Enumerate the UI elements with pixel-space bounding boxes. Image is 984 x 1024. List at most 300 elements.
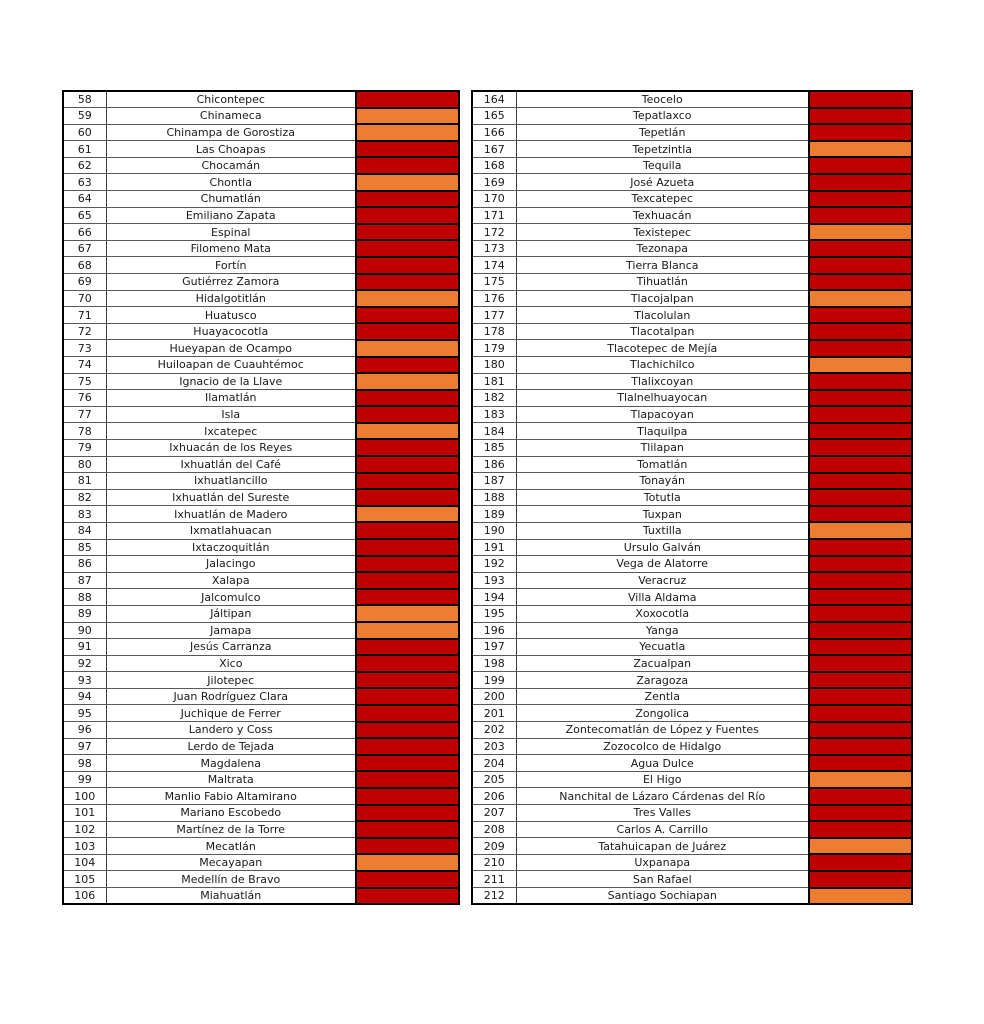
municipality-name: Carlos A. Carrillo: [516, 821, 809, 838]
row-number: 191: [472, 539, 516, 556]
status-color-cell: [809, 622, 912, 639]
municipality-name: Xoxocotla: [516, 605, 809, 622]
municipality-name: Magdalena: [106, 755, 356, 772]
row-number: 179: [472, 340, 516, 357]
municipality-name: Tlacolulan: [516, 307, 809, 324]
municipality-name: Tlapacoyan: [516, 406, 809, 423]
municipality-name: Tomatlán: [516, 456, 809, 473]
municipality-name: Mariano Escobedo: [106, 805, 356, 822]
municipality-name: Jalacingo: [106, 556, 356, 573]
table-row: [63, 805, 459, 822]
municipality-name: Tlacojalpan: [516, 290, 809, 307]
table-row: [63, 373, 459, 390]
row-number: 182: [472, 390, 516, 407]
table-row: [63, 390, 459, 407]
status-color-cell: [356, 489, 459, 506]
row-number: 98: [63, 755, 106, 772]
status-color-cell: [356, 771, 459, 788]
municipality-name: Ixhuacán de los Reyes: [106, 439, 356, 456]
table-row: [63, 257, 459, 274]
table-row: [472, 755, 912, 772]
row-number: 194: [472, 589, 516, 606]
status-color-cell: [356, 124, 459, 141]
status-color-cell: [356, 307, 459, 324]
status-color-cell: [356, 357, 459, 374]
table-row: [63, 439, 459, 456]
table-row: [472, 307, 912, 324]
status-color-cell: [356, 108, 459, 125]
table-row: [472, 257, 912, 274]
status-color-cell: [809, 157, 912, 174]
municipality-name: Landero y Coss: [106, 722, 356, 739]
municipality-name: Yecuatla: [516, 639, 809, 656]
municipality-name: Tlacotepec de Mejía: [516, 340, 809, 357]
municipality-name: Tonayán: [516, 473, 809, 490]
municipality-name: Ixhuatlán del Sureste: [106, 489, 356, 506]
row-number: 177: [472, 307, 516, 324]
row-number: 209: [472, 838, 516, 855]
table-row: [472, 157, 912, 174]
row-number: 168: [472, 157, 516, 174]
status-color-cell: [356, 788, 459, 805]
status-color-cell: [356, 722, 459, 739]
table-row: [472, 191, 912, 208]
row-number: 62: [63, 157, 106, 174]
municipality-name: Tres Valles: [516, 805, 809, 822]
table-row: [63, 705, 459, 722]
status-color-cell: [809, 805, 912, 822]
row-number: 70: [63, 290, 106, 307]
row-number: 77: [63, 406, 106, 423]
table-row: [472, 423, 912, 440]
row-number: 183: [472, 406, 516, 423]
table-row: [472, 655, 912, 672]
row-number: 71: [63, 307, 106, 324]
municipality-name: Jáltipan: [106, 605, 356, 622]
municipality-name: Chocamán: [106, 157, 356, 174]
row-number: 193: [472, 572, 516, 589]
status-color-cell: [809, 556, 912, 573]
table-row: [472, 340, 912, 357]
row-number: 187: [472, 473, 516, 490]
row-number: 203: [472, 738, 516, 755]
row-number: 79: [63, 439, 106, 456]
table-row: [472, 390, 912, 407]
row-number: 175: [472, 274, 516, 291]
row-number: 185: [472, 439, 516, 456]
municipality-name: Ixhuatlancillo: [106, 473, 356, 490]
municipality-name: Las Choapas: [106, 141, 356, 158]
municipality-name: Juchique de Ferrer: [106, 705, 356, 722]
status-color-cell: [809, 224, 912, 241]
row-number: 89: [63, 605, 106, 622]
municipality-table-right: [471, 90, 913, 905]
row-number: 211: [472, 871, 516, 888]
row-number: 87: [63, 572, 106, 589]
municipality-name: Tatahuicapan de Juárez: [516, 838, 809, 855]
row-number: 82: [63, 489, 106, 506]
status-color-cell: [356, 871, 459, 888]
municipality-name: Hidalgotitlán: [106, 290, 356, 307]
municipality-name: Ixhuatlán del Café: [106, 456, 356, 473]
table-row: [63, 672, 459, 689]
table-row: [472, 91, 912, 108]
municipality-name: Tezonapa: [516, 240, 809, 257]
municipality-name: Fortín: [106, 257, 356, 274]
row-number: 171: [472, 207, 516, 224]
row-number: 68: [63, 257, 106, 274]
table-row: [472, 639, 912, 656]
table-row: [63, 688, 459, 705]
row-number: 76: [63, 390, 106, 407]
table-row: [63, 738, 459, 755]
row-number: 72: [63, 323, 106, 340]
row-number: 176: [472, 290, 516, 307]
status-color-cell: [356, 688, 459, 705]
row-number: 85: [63, 539, 106, 556]
status-color-cell: [356, 622, 459, 639]
municipality-name: Tierra Blanca: [516, 257, 809, 274]
table-row: [63, 224, 459, 241]
municipality-name: Zongolica: [516, 705, 809, 722]
table-row: [63, 124, 459, 141]
status-color-cell: [356, 639, 459, 656]
municipality-name: Ixcatepec: [106, 423, 356, 440]
status-color-cell: [809, 506, 912, 523]
status-color-cell: [809, 655, 912, 672]
table-row: [472, 805, 912, 822]
row-number: 195: [472, 605, 516, 622]
table-row: [472, 888, 912, 905]
table-row: [63, 207, 459, 224]
table-row: [472, 506, 912, 523]
status-color-cell: [809, 672, 912, 689]
status-color-cell: [809, 290, 912, 307]
municipality-name: Filomeno Mata: [106, 240, 356, 257]
status-color-cell: [809, 473, 912, 490]
municipality-name: Ixtaczoquitlán: [106, 539, 356, 556]
municipality-name: Texistepec: [516, 224, 809, 241]
table-row: [63, 854, 459, 871]
municipality-name: Huatusco: [106, 307, 356, 324]
row-number: 94: [63, 688, 106, 705]
municipality-name: Zaragoza: [516, 672, 809, 689]
status-color-cell: [809, 191, 912, 208]
row-number: 166: [472, 124, 516, 141]
status-color-cell: [356, 340, 459, 357]
row-number: 184: [472, 423, 516, 440]
status-color-cell: [809, 838, 912, 855]
municipality-name: Jalcomulco: [106, 589, 356, 606]
table-row: [63, 323, 459, 340]
row-number: 100: [63, 788, 106, 805]
table-row: [472, 788, 912, 805]
municipality-name: Jilotepec: [106, 672, 356, 689]
status-color-cell: [356, 805, 459, 822]
table-row: [63, 605, 459, 622]
row-number: 173: [472, 240, 516, 257]
municipality-name: Chicontepec: [106, 91, 356, 108]
municipality-name: Zontecomatlán de López y Fuentes: [516, 722, 809, 739]
table-row: [472, 406, 912, 423]
municipality-name: Tuxpan: [516, 506, 809, 523]
row-number: 99: [63, 771, 106, 788]
municipality-name: Tlilapan: [516, 439, 809, 456]
status-color-cell: [809, 821, 912, 838]
table-row: [472, 672, 912, 689]
table-row: [472, 539, 912, 556]
row-number: 202: [472, 722, 516, 739]
status-color-cell: [356, 738, 459, 755]
row-number: 105: [63, 871, 106, 888]
status-color-cell: [356, 605, 459, 622]
municipality-name: Uxpanapa: [516, 854, 809, 871]
status-color-cell: [809, 307, 912, 324]
row-number: 104: [63, 854, 106, 871]
row-number: 91: [63, 639, 106, 656]
row-number: 69: [63, 274, 106, 291]
status-color-cell: [809, 722, 912, 739]
table-row: [63, 473, 459, 490]
row-number: 199: [472, 672, 516, 689]
row-number: 207: [472, 805, 516, 822]
row-number: 200: [472, 688, 516, 705]
municipality-name: Nanchital de Lázaro Cárdenas del Río: [516, 788, 809, 805]
table-row: [63, 340, 459, 357]
table-row: [63, 456, 459, 473]
table-row: [63, 838, 459, 855]
status-color-cell: [809, 522, 912, 539]
status-color-cell: [356, 207, 459, 224]
table-row: [63, 655, 459, 672]
status-color-cell: [356, 406, 459, 423]
municipality-name: Ignacio de la Llave: [106, 373, 356, 390]
status-color-cell: [356, 854, 459, 871]
status-color-cell: [356, 589, 459, 606]
table-row: [472, 605, 912, 622]
municipality-name: Tlachichilco: [516, 357, 809, 374]
municipality-name: Totutla: [516, 489, 809, 506]
table-row: [63, 539, 459, 556]
status-color-cell: [356, 506, 459, 523]
row-number: 210: [472, 854, 516, 871]
row-number: 102: [63, 821, 106, 838]
municipality-name: Jamapa: [106, 622, 356, 639]
row-number: 196: [472, 622, 516, 639]
row-number: 180: [472, 357, 516, 374]
municipality-name: José Azueta: [516, 174, 809, 191]
status-color-cell: [356, 821, 459, 838]
row-number: 164: [472, 91, 516, 108]
row-number: 204: [472, 755, 516, 772]
table-row: [472, 357, 912, 374]
municipality-name: Hueyapan de Ocampo: [106, 340, 356, 357]
status-color-cell: [809, 705, 912, 722]
row-number: 96: [63, 722, 106, 739]
table-row: [472, 771, 912, 788]
table-row: [63, 771, 459, 788]
table-row: [472, 722, 912, 739]
row-number: 95: [63, 705, 106, 722]
status-color-cell: [356, 174, 459, 191]
table-row: [63, 290, 459, 307]
municipality-name: Zentla: [516, 688, 809, 705]
table-row: [472, 141, 912, 158]
municipality-name: Jesús Carranza: [106, 639, 356, 656]
municipality-name: Veracruz: [516, 572, 809, 589]
table-row: [63, 174, 459, 191]
municipality-name: Huiloapan de Cuauhtémoc: [106, 357, 356, 374]
row-number: 80: [63, 456, 106, 473]
status-color-cell: [809, 489, 912, 506]
status-color-cell: [809, 755, 912, 772]
status-color-cell: [809, 373, 912, 390]
table-row: [63, 406, 459, 423]
status-color-cell: [356, 257, 459, 274]
municipality-name: Tlalixcoyan: [516, 373, 809, 390]
municipality-name: Manlio Fabio Altamirano: [106, 788, 356, 805]
row-number: 97: [63, 738, 106, 755]
status-color-cell: [356, 141, 459, 158]
row-number: 90: [63, 622, 106, 639]
status-color-cell: [356, 157, 459, 174]
table-row: [472, 456, 912, 473]
municipality-name: Ilamatlán: [106, 390, 356, 407]
municipality-name: Medellín de Bravo: [106, 871, 356, 888]
municipality-name: Ixhuatlán de Madero: [106, 506, 356, 523]
municipality-name: Villa Aldama: [516, 589, 809, 606]
row-number: 178: [472, 323, 516, 340]
table-row: [472, 522, 912, 539]
row-number: 74: [63, 357, 106, 374]
status-color-cell: [356, 755, 459, 772]
table-row: [63, 307, 459, 324]
status-color-cell: [356, 224, 459, 241]
municipality-name: Texhuacán: [516, 207, 809, 224]
row-number: 181: [472, 373, 516, 390]
row-number: 73: [63, 340, 106, 357]
table-row: [472, 290, 912, 307]
row-number: 59: [63, 108, 106, 125]
status-color-cell: [356, 705, 459, 722]
municipality-name: Tlaquilpa: [516, 423, 809, 440]
row-number: 64: [63, 191, 106, 208]
municipality-name: Santiago Sochiapan: [516, 888, 809, 905]
municipality-name: Chumatlán: [106, 191, 356, 208]
table-row: [472, 207, 912, 224]
municipality-name: Lerdo de Tejada: [106, 738, 356, 755]
table-row: [472, 124, 912, 141]
municipality-name: Tlalnelhuayocan: [516, 390, 809, 407]
table-row: [63, 622, 459, 639]
row-number: 172: [472, 224, 516, 241]
municipality-name: Zozocolco de Hidalgo: [516, 738, 809, 755]
table-row: [472, 871, 912, 888]
municipality-name: Zacualpan: [516, 655, 809, 672]
status-color-cell: [356, 323, 459, 340]
table-row: [63, 274, 459, 291]
status-color-cell: [809, 274, 912, 291]
status-color-cell: [356, 572, 459, 589]
table-row: [63, 240, 459, 257]
municipality-name: Chinameca: [106, 108, 356, 125]
status-color-cell: [809, 738, 912, 755]
row-number: 93: [63, 672, 106, 689]
municipality-name: Espinal: [106, 224, 356, 241]
table-row: [63, 91, 459, 108]
table-row: [472, 572, 912, 589]
municipality-name: Emiliano Zapata: [106, 207, 356, 224]
status-color-cell: [809, 888, 912, 905]
status-color-cell: [356, 240, 459, 257]
status-color-cell: [356, 439, 459, 456]
table-row: [63, 506, 459, 523]
row-number: 165: [472, 108, 516, 125]
municipality-name: Xalapa: [106, 572, 356, 589]
municipality-name: Texcatepec: [516, 191, 809, 208]
status-color-cell: [809, 390, 912, 407]
municipality-name: Yanga: [516, 622, 809, 639]
table-row: [63, 589, 459, 606]
municipality-name: San Rafael: [516, 871, 809, 888]
status-color-cell: [809, 871, 912, 888]
status-color-cell: [356, 373, 459, 390]
municipality-name: Chinampa de Gorostiza: [106, 124, 356, 141]
row-number: 167: [472, 141, 516, 158]
row-number: 65: [63, 207, 106, 224]
municipality-name: Tuxtilla: [516, 522, 809, 539]
table-row: [472, 622, 912, 639]
row-number: 78: [63, 423, 106, 440]
table-row: [63, 357, 459, 374]
municipality-name: Tequila: [516, 157, 809, 174]
status-color-cell: [356, 556, 459, 573]
row-number: 186: [472, 456, 516, 473]
status-color-cell: [356, 539, 459, 556]
status-color-cell: [356, 672, 459, 689]
municipality-name: Tepetlán: [516, 124, 809, 141]
status-color-cell: [809, 456, 912, 473]
table-row: [63, 821, 459, 838]
table-row: [472, 473, 912, 490]
municipality-name: Tepetzintla: [516, 141, 809, 158]
status-color-cell: [809, 572, 912, 589]
municipality-name: Tepatlaxco: [516, 108, 809, 125]
row-number: 88: [63, 589, 106, 606]
row-number: 201: [472, 705, 516, 722]
municipality-name: Tlacotalpan: [516, 323, 809, 340]
row-number: 190: [472, 522, 516, 539]
table-row: [472, 224, 912, 241]
table-row: [63, 141, 459, 158]
municipality-name: Agua Dulce: [516, 755, 809, 772]
status-color-cell: [809, 589, 912, 606]
municipality-name: Martínez de la Torre: [106, 821, 356, 838]
status-color-cell: [809, 357, 912, 374]
table-row: [63, 191, 459, 208]
table-row: [63, 489, 459, 506]
municipality-name: Gutiérrez Zamora: [106, 274, 356, 291]
row-number: 63: [63, 174, 106, 191]
municipality-name: Miahuatlán: [106, 888, 356, 905]
row-number: 212: [472, 888, 516, 905]
table-row: [472, 489, 912, 506]
row-number: 208: [472, 821, 516, 838]
status-color-cell: [809, 323, 912, 340]
row-number: 58: [63, 91, 106, 108]
row-number: 174: [472, 257, 516, 274]
municipality-name: Ixmatlahuacan: [106, 522, 356, 539]
